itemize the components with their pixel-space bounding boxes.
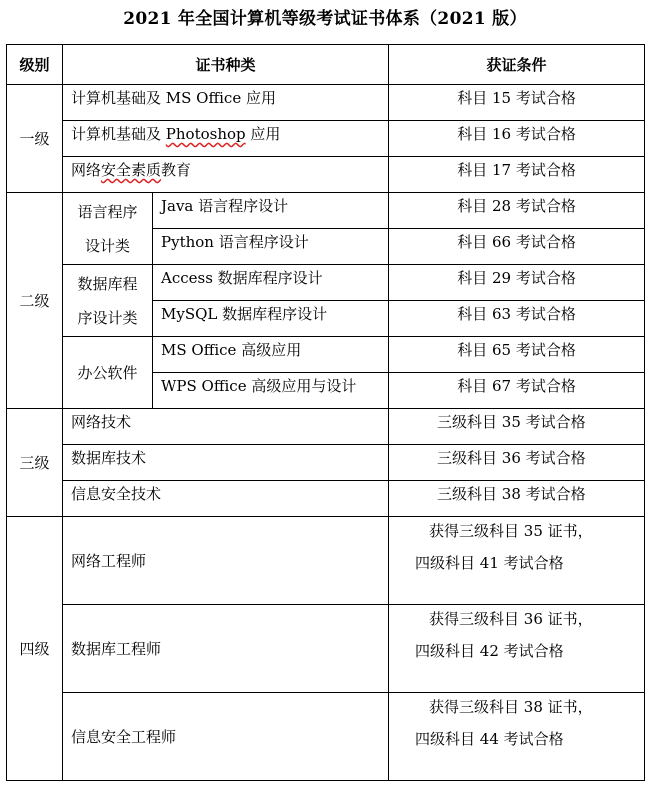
cert-cell: 网络技术: [63, 409, 389, 445]
condition-line: 四级科目 41 考试合格: [415, 554, 564, 572]
level-cell: 三级: [7, 409, 63, 517]
table-row: [7, 445, 645, 481]
spellcheck-underlined-text: Photoshop: [165, 125, 246, 143]
subcategory-line: 数据库程: [77, 274, 138, 293]
condition-cell: 科目 67 考试合格: [389, 373, 645, 409]
subcategory-cell: [63, 265, 153, 337]
cert-cell: MS Office 高级应用: [153, 337, 389, 373]
table-row: [7, 265, 645, 301]
subcategory-line: 设计类: [84, 236, 130, 255]
condition-cell: 三级科目 36 考试合格: [389, 445, 645, 481]
condition-cell: 科目 63 考试合格: [389, 301, 645, 337]
table-row: [7, 481, 645, 517]
header-row: [7, 45, 645, 85]
condition-line: 四级科目 42 考试合格: [415, 642, 564, 660]
page-title: 2021 年全国计算机等级考试证书体系（2021 版）: [123, 9, 527, 29]
condition-cell: 科目 16 考试合格: [389, 121, 645, 157]
header-cert-type: 证书种类: [63, 45, 389, 85]
cert-cell: 数据库工程师: [63, 605, 389, 693]
table-row: [7, 517, 645, 605]
cert-cell: Access 数据库程序设计: [153, 265, 389, 301]
cert-cell: [63, 121, 389, 157]
spellcheck-underlined-text: 安全素质: [101, 161, 162, 179]
level-cell: 四级: [7, 517, 63, 781]
condition-cell: 科目 65 考试合格: [389, 337, 645, 373]
cert-text-pre: 计算机基础及: [71, 125, 166, 143]
cert-cell: 计算机基础及 MS Office 应用: [63, 85, 389, 121]
cert-cell: 信息安全技术: [63, 481, 389, 517]
cert-cell: [63, 157, 389, 193]
level-cell: 一级: [7, 85, 63, 193]
condition-cell: 科目 15 考试合格: [389, 85, 645, 121]
certificate-table: [6, 44, 645, 781]
subcategory-line: 语言程序: [77, 202, 138, 221]
header-level: 级别: [7, 45, 63, 85]
table-row: [7, 121, 645, 157]
cert-text-pre: 网络: [71, 161, 102, 179]
table-row: [7, 409, 645, 445]
condition-line: 四级科目 44 考试合格: [415, 730, 564, 748]
condition-cell: [389, 693, 645, 781]
condition-cell: 三级科目 35 考试合格: [389, 409, 645, 445]
cert-text-post: 教育: [161, 161, 192, 179]
table-row: [7, 193, 645, 229]
cert-cell: MySQL 数据库程序设计: [153, 301, 389, 337]
condition-cell: 科目 66 考试合格: [389, 229, 645, 265]
cert-cell: 信息安全工程师: [63, 693, 389, 781]
condition-cell: 科目 17 考试合格: [389, 157, 645, 193]
cert-cell: 数据库技术: [63, 445, 389, 481]
condition-line: 获得三级科目 36 证书，: [429, 610, 593, 628]
level-cell: 二级: [7, 193, 63, 409]
cert-cell: WPS Office 高级应用与设计: [153, 373, 389, 409]
cert-cell: Python 语言程序设计: [153, 229, 389, 265]
condition-cell: [389, 605, 645, 693]
table-row: [7, 605, 645, 693]
table-row: [7, 85, 645, 121]
condition-cell: 三级科目 38 考试合格: [389, 481, 645, 517]
condition-cell: 科目 28 考试合格: [389, 193, 645, 229]
cert-cell: Java 语言程序设计: [153, 193, 389, 229]
condition-line: 获得三级科目 38 证书，: [429, 698, 593, 716]
subcategory-cell: 办公软件: [63, 337, 153, 409]
condition-cell: 科目 29 考试合格: [389, 265, 645, 301]
subcategory-cell: [63, 193, 153, 265]
table-row: [7, 693, 645, 781]
table-row: [7, 157, 645, 193]
cert-cell: 网络工程师: [63, 517, 389, 605]
condition-line: 获得三级科目 35 证书，: [429, 522, 593, 540]
cert-text-post: 应用: [245, 125, 281, 143]
condition-cell: [389, 517, 645, 605]
subcategory-line: 序设计类: [77, 308, 138, 327]
header-condition: 获证条件: [389, 45, 645, 85]
table-row: [7, 337, 645, 373]
